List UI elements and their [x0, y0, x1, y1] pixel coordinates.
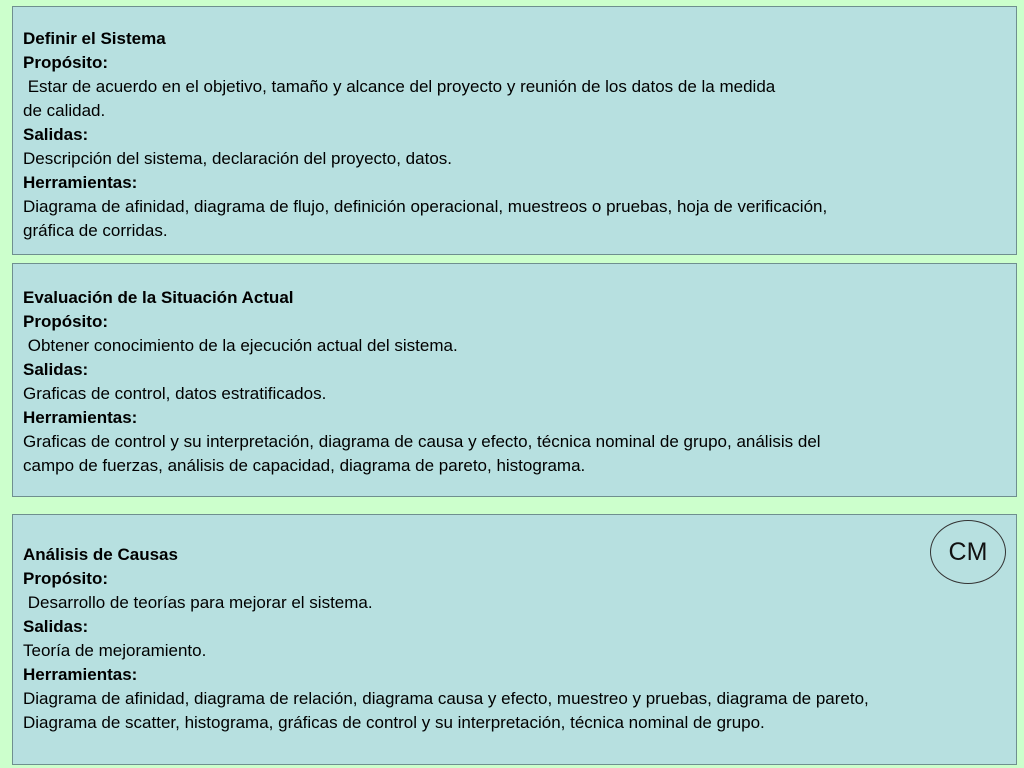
tools-text-cont: Diagrama de scatter, histograma, gráficas de control y su interpretación, técnica nominal de grupo. — [23, 713, 765, 732]
purpose-label: Propósito: — [23, 53, 108, 72]
tools-label: Herramientas: — [23, 173, 138, 192]
purpose-text-cont: de calidad. — [23, 101, 106, 120]
purpose-text: Desarrollo de teorías para mejorar el sistema. — [23, 593, 373, 612]
tools-text-cont: gráfica de corridas. — [23, 221, 168, 240]
section-title: Definir el Sistema — [23, 29, 166, 48]
section-title: Análisis de Causas — [23, 545, 178, 564]
cm-badge — [930, 520, 1006, 584]
outputs-label: Salidas: — [23, 617, 89, 636]
tools-label: Herramientas: — [23, 408, 138, 427]
outputs-text: Descripción del sistema, declaración del proyecto, datos. — [23, 149, 452, 168]
section-title: Evaluación de la Situación Actual — [23, 288, 294, 307]
tools-text: Diagrama de afinidad, diagrama de flujo, definición operacional, muestreos o pruebas, hoja de verificación, — [23, 197, 828, 216]
outputs-text: Graficas de control, datos estratificados. — [23, 384, 327, 403]
outputs-text: Teoría de mejoramiento. — [23, 641, 207, 660]
purpose-text: Obtener conocimiento de la ejecución actual del sistema. — [23, 336, 458, 355]
tools-text: Diagrama de afinidad, diagrama de relación, diagrama causa y efecto, muestreo y pruebas, diagrama de pareto, — [23, 689, 869, 708]
cm-badge-label: CM — [948, 537, 988, 566]
tools-text-cont: campo de fuerzas, análisis de capacidad, diagrama de pareto, histograma. — [23, 456, 586, 475]
outputs-label: Salidas: — [23, 360, 89, 379]
purpose-text: Estar de acuerdo en el objetivo, tamaño y alcance del proyecto y reunión de los datos de la medida — [23, 77, 776, 96]
section-definir-sistema — [12, 6, 1017, 255]
section-analisis-causas — [12, 514, 1017, 765]
purpose-label: Propósito: — [23, 569, 108, 588]
outputs-label: Salidas: — [23, 125, 89, 144]
section-evaluacion-situacion — [12, 263, 1017, 497]
tools-label: Herramientas: — [23, 665, 138, 684]
purpose-label: Propósito: — [23, 312, 108, 331]
tools-text: Graficas de control y su interpretación, diagrama de causa y efecto, técnica nominal de grupo, análisis del — [23, 432, 821, 451]
